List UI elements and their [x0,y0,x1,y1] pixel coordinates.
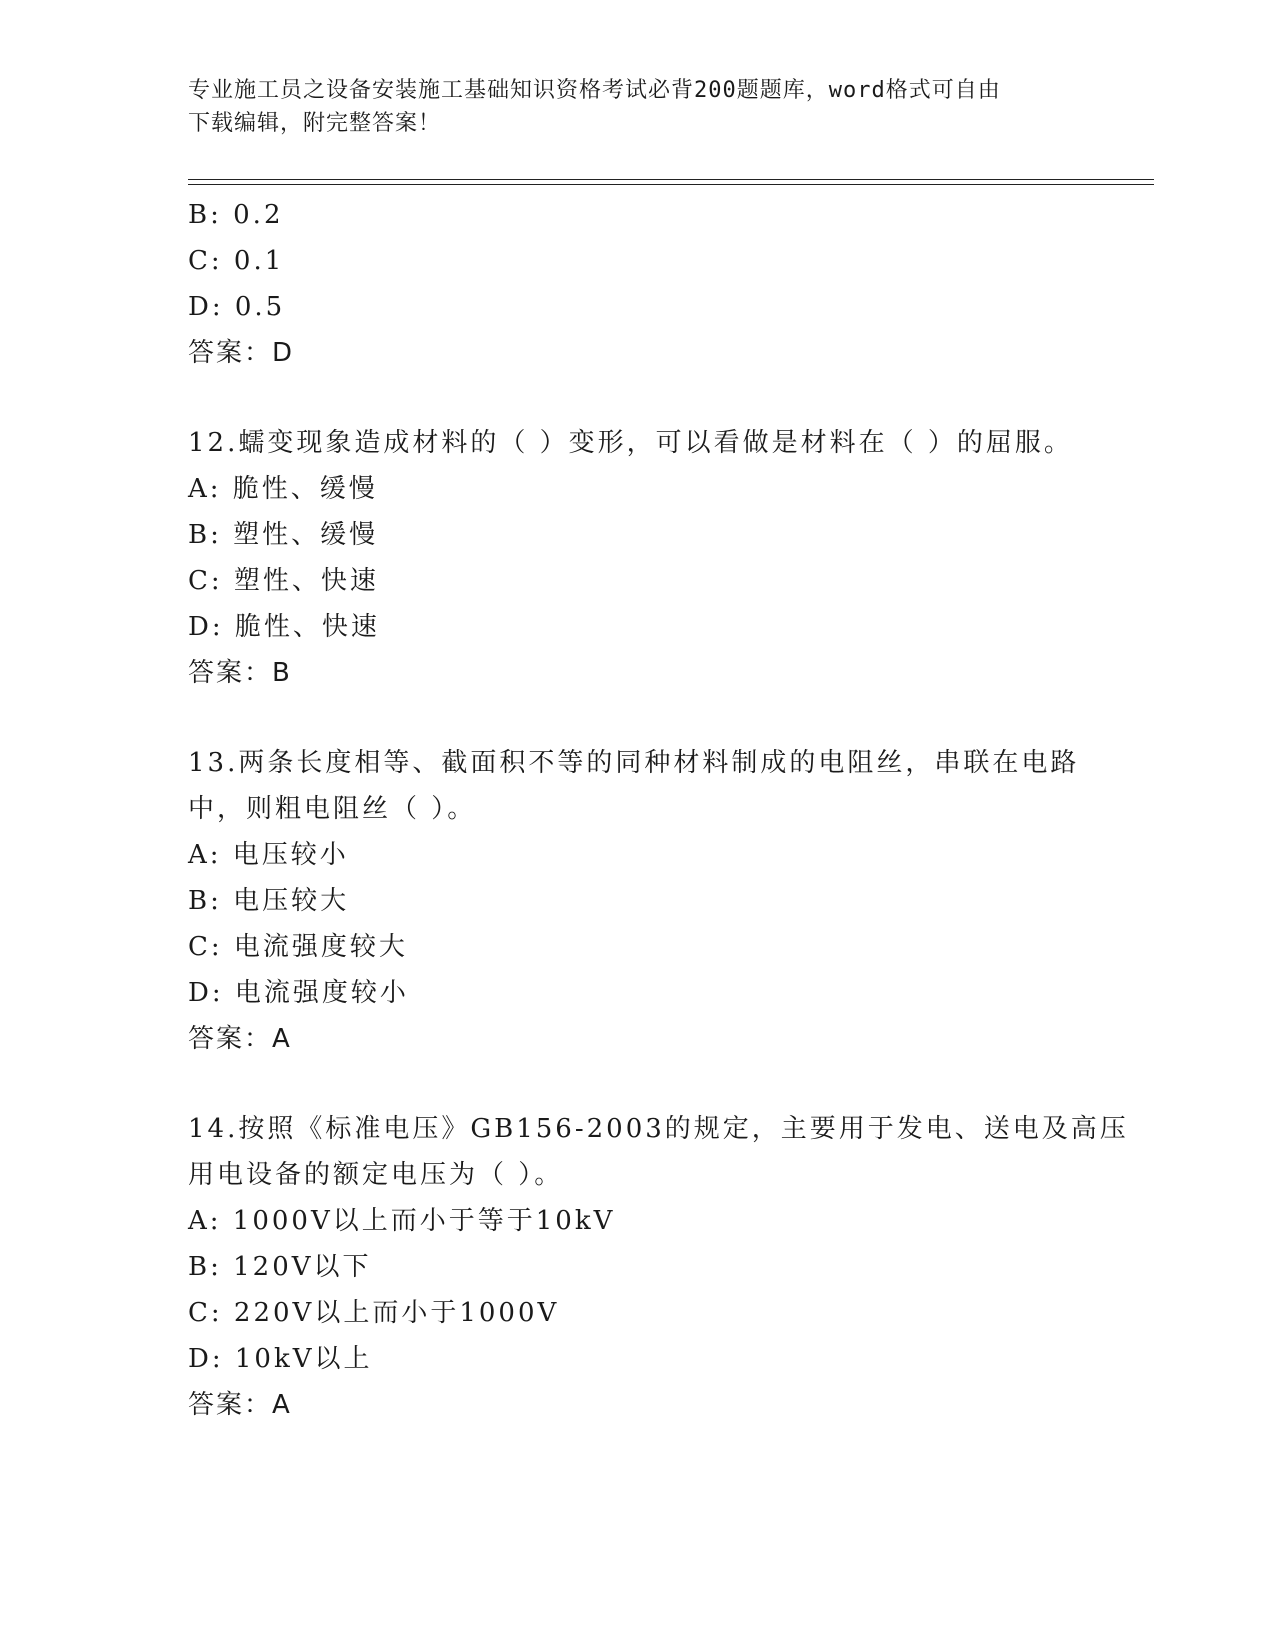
header-divider-top [188,179,1154,180]
q14-option-b: B: 120V以下 [188,1252,372,1282]
question-11-block [188,192,1088,376]
q14-question-line-1: 14.按照《标准电压》GB156-2003的规定，主要用于发电、送电及高压 [188,1114,1129,1144]
spacer [188,376,1088,420]
q11-option-d: D: 0.5 [188,292,286,322]
q14-answer: 答案：A [188,1390,292,1420]
q12-option-b: B: 塑性、缓慢 [188,520,379,550]
q13-question-line-2: 中，则粗电阻丝（ ）。 [188,794,477,824]
question-13-block [188,740,1088,1062]
q13-option-d: D: 电流强度较小 [188,978,409,1008]
question-12-block [188,420,1088,696]
q12-option-d: D: 脆性、快速 [188,612,380,642]
spacer [188,696,1088,740]
q14-question-line-2: 用电设备的额定电压为（ ）。 [188,1160,564,1190]
q12-option-c: C: 塑性、快速 [188,566,379,596]
question-14-block [188,1106,1129,1428]
q11-option-c: C: 0.1 [188,246,285,276]
q13-answer: 答案：A [188,1024,292,1054]
q13-option-b: B: 电压较大 [188,886,350,916]
q14-option-d: D: 10kV以上 [188,1344,373,1374]
q14-option-a: A: 1000V以上而小于等于10kV [188,1206,616,1236]
q12-option-a: A: 脆性、缓慢 [188,474,378,504]
document-header [188,74,1068,140]
header-title-line-2: 下载编辑，附完整答案！ [188,111,442,136]
q11-option-b: B: 0.2 [188,200,284,230]
q12-answer: 答案：B [188,658,292,688]
q13-option-a: A: 电压较小 [188,840,349,870]
q11-answer: 答案：D [188,338,295,368]
header-title-line-1: 专业施工员之设备安装施工基础知识资格考试必背200题题库，word格式可自由 [188,78,1001,103]
header-divider-bottom [188,184,1154,185]
q13-option-c: C: 电流强度较大 [188,932,408,962]
q13-question-line-1: 13.两条长度相等、截面积不等的同种材料制成的电阻丝，串联在电路 [188,748,1080,778]
document-body [188,192,1129,1428]
spacer [188,1062,1088,1106]
q12-question: 12.蠕变现象造成材料的（ ）变形，可以看做是材料在（ ）的屈服。 [188,428,1073,458]
q14-option-c: C: 220V以上而小于1000V [188,1298,560,1328]
